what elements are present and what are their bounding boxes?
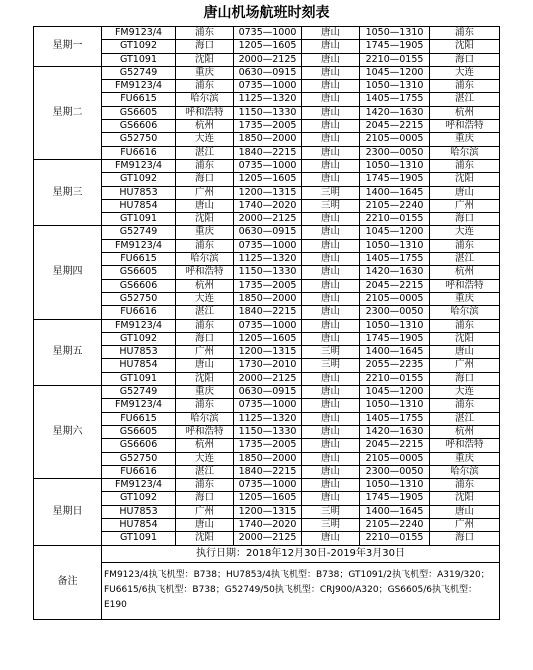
time-segment-1: 0735—1000 [234,479,302,492]
origin: 浦东 [176,80,234,93]
time-segment-2: 1405—1755 [360,412,430,425]
origin: 海口 [176,40,234,53]
time-segment-1: 1735—2005 [234,120,302,133]
execution-date-row [34,545,500,562]
destination: 广州 [430,518,500,531]
flight-row [34,133,500,146]
time-segment-2: 2210—0155 [360,213,430,226]
flight-row [34,27,500,40]
via-stop: 唐山 [302,279,360,292]
via-stop: 唐山 [302,399,360,412]
time-segment-1: 1850—2000 [234,452,302,465]
origin: 沈阳 [176,372,234,385]
destination: 浦东 [430,319,500,332]
flight-row [34,465,500,478]
time-segment-2: 2045—2215 [360,279,430,292]
flight-number: FU6615 [102,93,176,106]
flight-number: GS6606 [102,439,176,452]
time-segment-1: 0735—1000 [234,159,302,172]
origin: 浦东 [176,27,234,40]
flight-row [34,146,500,159]
origin: 海口 [176,332,234,345]
flight-row [34,253,500,266]
via-stop: 唐山 [302,213,360,226]
destination: 浦东 [430,399,500,412]
time-segment-1: 0735—1000 [234,27,302,40]
via-stop: 三明 [302,518,360,531]
flight-row [34,332,500,345]
time-segment-1: 1150—1330 [234,106,302,119]
origin: 浦东 [176,159,234,172]
destination: 呼和浩特 [430,279,500,292]
time-segment-1: 1205—1605 [234,332,302,345]
via-stop: 唐山 [302,80,360,93]
destination: 海口 [430,532,500,545]
time-segment-1: 1150—1330 [234,266,302,279]
origin: 湛江 [176,465,234,478]
time-segment-2: 1050—1310 [360,479,430,492]
destination: 唐山 [430,186,500,199]
flight-row [34,40,500,53]
via-stop: 唐山 [302,266,360,279]
flight-row [34,199,500,212]
origin: 呼和浩特 [176,425,234,438]
via-stop: 唐山 [302,465,360,478]
destination: 广州 [430,359,500,372]
flight-number: HU7854 [102,199,176,212]
destination: 海口 [430,372,500,385]
time-segment-1: 0735—1000 [234,239,302,252]
origin: 浦东 [176,399,234,412]
origin: 浦东 [176,239,234,252]
time-segment-2: 1050—1310 [360,399,430,412]
origin: 湛江 [176,146,234,159]
flight-number: GT1091 [102,213,176,226]
via-stop: 唐山 [302,372,360,385]
flight-row [34,518,500,531]
flight-number: HU7853 [102,346,176,359]
time-segment-2: 2210—0155 [360,53,430,66]
flight-row [34,93,500,106]
flight-number: G52749 [102,66,176,79]
time-segment-2: 1050—1310 [360,239,430,252]
origin: 重庆 [176,226,234,239]
via-stop: 三明 [302,186,360,199]
time-segment-2: 1745—1905 [360,40,430,53]
origin: 哈尔滨 [176,412,234,425]
flight-number: FU6616 [102,146,176,159]
destination: 重庆 [430,133,500,146]
time-segment-2: 2210—0155 [360,372,430,385]
destination: 重庆 [430,452,500,465]
flight-row [34,53,500,66]
time-segment-2: 2300—0050 [360,306,430,319]
time-segment-1: 1850—2000 [234,133,302,146]
flight-number: GS6606 [102,279,176,292]
time-segment-1: 1735—2005 [234,439,302,452]
flight-row [34,505,500,518]
time-segment-1: 2000—2125 [234,532,302,545]
flight-row [34,186,500,199]
flight-row [34,66,500,79]
origin: 广州 [176,505,234,518]
flight-number: G52750 [102,133,176,146]
destination: 杭州 [430,266,500,279]
time-segment-2: 1420—1630 [360,425,430,438]
via-stop: 唐山 [302,239,360,252]
destination: 呼和浩特 [430,120,500,133]
flight-number: GS6605 [102,106,176,119]
via-stop: 唐山 [302,27,360,40]
destination: 沈阳 [430,332,500,345]
time-segment-1: 1740—2020 [234,518,302,531]
time-segment-2: 1050—1310 [360,319,430,332]
time-segment-2: 1050—1310 [360,27,430,40]
flight-row [34,106,500,119]
time-segment-2: 1745—1905 [360,173,430,186]
via-stop: 唐山 [302,479,360,492]
destination: 浦东 [430,239,500,252]
via-stop: 三明 [302,505,360,518]
via-stop: 唐山 [302,226,360,239]
flight-row [34,80,500,93]
destination: 大连 [430,386,500,399]
flight-number: FU6616 [102,465,176,478]
destination: 杭州 [430,425,500,438]
flight-row [34,279,500,292]
flight-number: GT1091 [102,372,176,385]
day-label: 星期五 [34,319,102,385]
via-stop: 唐山 [302,40,360,53]
destination: 哈尔滨 [430,146,500,159]
time-segment-2: 1400—1645 [360,186,430,199]
day-label: 星期四 [34,226,102,319]
flight-number: G52749 [102,226,176,239]
via-stop: 唐山 [302,492,360,505]
via-stop: 三明 [302,359,360,372]
flight-number: GT1092 [102,40,176,53]
destination: 沈阳 [430,492,500,505]
day-label: 星期一 [34,27,102,67]
flight-number: GT1091 [102,53,176,66]
notes-row [34,562,500,619]
origin: 杭州 [176,279,234,292]
time-segment-2: 1400—1645 [360,505,430,518]
time-segment-2: 2055—2235 [360,359,430,372]
flight-row [34,239,500,252]
via-stop: 唐山 [302,319,360,332]
origin: 浦东 [176,319,234,332]
flight-number: HU7854 [102,518,176,531]
flight-row [34,266,500,279]
flight-row [34,492,500,505]
notes-label: 备注 [34,545,102,619]
flight-row [34,439,500,452]
time-segment-1: 2000—2125 [234,372,302,385]
flight-number: FM9123/4 [102,399,176,412]
flight-number: GS6606 [102,120,176,133]
time-segment-1: 1205—1605 [234,40,302,53]
time-segment-1: 1850—2000 [234,292,302,305]
destination: 广州 [430,199,500,212]
destination: 湛江 [430,412,500,425]
time-segment-1: 1840—2215 [234,465,302,478]
time-segment-2: 2105—0005 [360,452,430,465]
origin: 唐山 [176,359,234,372]
via-stop: 唐山 [302,332,360,345]
via-stop: 唐山 [302,292,360,305]
time-segment-2: 2105—0005 [360,292,430,305]
destination: 沈阳 [430,40,500,53]
flight-row [34,425,500,438]
origin: 广州 [176,186,234,199]
origin: 沈阳 [176,532,234,545]
page-title: 唐山机场航班时刻表 [203,5,330,21]
origin: 沈阳 [176,213,234,226]
flight-row [34,359,500,372]
origin: 大连 [176,292,234,305]
flight-row [34,226,500,239]
time-segment-1: 0630—0915 [234,66,302,79]
destination: 海口 [430,53,500,66]
flight-number: FM9123/4 [102,319,176,332]
origin: 大连 [176,452,234,465]
origin: 呼和浩特 [176,106,234,119]
flight-number: GS6605 [102,425,176,438]
via-stop: 唐山 [302,439,360,452]
schedule-body [34,27,500,546]
flight-number: G52750 [102,452,176,465]
time-segment-1: 0735—1000 [234,319,302,332]
day-label: 星期六 [34,386,102,479]
origin: 大连 [176,133,234,146]
via-stop: 唐山 [302,133,360,146]
destination: 大连 [430,66,500,79]
flight-row [34,213,500,226]
flight-row [34,399,500,412]
via-stop: 三明 [302,199,360,212]
destination: 哈尔滨 [430,465,500,478]
destination: 浦东 [430,479,500,492]
flight-number: HU7854 [102,359,176,372]
destination: 杭州 [430,106,500,119]
origin: 呼和浩特 [176,266,234,279]
flight-schedule-table [33,26,500,620]
execution-date: 执行日期：2018年12月30日-2019年3月30日 [102,545,500,562]
day-label: 星期二 [34,66,102,159]
flight-number: GT1092 [102,332,176,345]
flight-number: G52750 [102,292,176,305]
via-stop: 唐山 [302,452,360,465]
destination: 呼和浩特 [430,439,500,452]
time-segment-2: 1045—1200 [360,226,430,239]
flight-number: FM9123/4 [102,159,176,172]
aircraft-notes: FM9123/4执飞机型：B738；HU7853/4执飞机型：B738；GT1091/2执飞机型：A319/320；FU6615/6执飞机型：B738；G52749/50执飞机型：CRJ900/A320；GS6605/6执飞机型：E190 [102,562,500,619]
time-segment-1: 2000—2125 [234,53,302,66]
flight-number: GT1092 [102,173,176,186]
flight-number: FU6615 [102,253,176,266]
time-segment-1: 1125—1320 [234,412,302,425]
time-segment-2: 1050—1310 [360,159,430,172]
via-stop: 唐山 [302,532,360,545]
flight-number: GT1091 [102,532,176,545]
time-segment-1: 1200—1315 [234,186,302,199]
day-label: 星期日 [34,479,102,545]
destination: 海口 [430,213,500,226]
time-segment-2: 1045—1200 [360,386,430,399]
origin: 重庆 [176,66,234,79]
time-segment-2: 1400—1645 [360,346,430,359]
time-segment-2: 2210—0155 [360,532,430,545]
destination: 浦东 [430,27,500,40]
time-segment-2: 1045—1200 [360,66,430,79]
origin: 湛江 [176,306,234,319]
flight-row [34,372,500,385]
time-segment-1: 1735—2005 [234,279,302,292]
destination: 湛江 [430,93,500,106]
time-segment-2: 1050—1310 [360,80,430,93]
time-segment-1: 1740—2020 [234,199,302,212]
time-segment-2: 1420—1630 [360,106,430,119]
flight-row [34,532,500,545]
destination: 唐山 [430,346,500,359]
flight-row [34,159,500,172]
time-segment-2: 2105—2240 [360,199,430,212]
destination: 沈阳 [430,173,500,186]
time-segment-1: 1205—1605 [234,173,302,186]
via-stop: 三明 [302,346,360,359]
time-segment-2: 1745—1905 [360,492,430,505]
time-segment-1: 0735—1000 [234,399,302,412]
time-segment-2: 1405—1755 [360,93,430,106]
time-segment-1: 1125—1320 [234,253,302,266]
destination: 大连 [430,226,500,239]
destination: 哈尔滨 [430,306,500,319]
flight-number: GS6605 [102,266,176,279]
flight-number: FM9123/4 [102,80,176,93]
flight-number: GT1092 [102,492,176,505]
flight-number: FU6615 [102,412,176,425]
via-stop: 唐山 [302,306,360,319]
via-stop: 唐山 [302,106,360,119]
via-stop: 唐山 [302,66,360,79]
via-stop: 唐山 [302,173,360,186]
time-segment-1: 2000—2125 [234,213,302,226]
time-segment-1: 1730—2010 [234,359,302,372]
origin: 哈尔滨 [176,253,234,266]
flight-number: FM9123/4 [102,27,176,40]
flight-row [34,346,500,359]
destination: 重庆 [430,292,500,305]
time-segment-1: 1840—2215 [234,306,302,319]
origin: 唐山 [176,518,234,531]
via-stop: 唐山 [302,93,360,106]
flight-number: FM9123/4 [102,479,176,492]
via-stop: 唐山 [302,120,360,133]
time-segment-2: 1420—1630 [360,266,430,279]
day-label: 星期三 [34,159,102,225]
time-segment-2: 2300—0050 [360,465,430,478]
via-stop: 唐山 [302,253,360,266]
origin: 杭州 [176,439,234,452]
destination: 浦东 [430,80,500,93]
flight-row [34,386,500,399]
flight-row [34,452,500,465]
time-segment-2: 2105—0005 [360,133,430,146]
flight-row [34,292,500,305]
flight-number: HU7853 [102,505,176,518]
time-segment-1: 0630—0915 [234,386,302,399]
origin: 浦东 [176,479,234,492]
origin: 重庆 [176,386,234,399]
flight-number: FM9123/4 [102,239,176,252]
time-segment-1: 1840—2215 [234,146,302,159]
via-stop: 唐山 [302,159,360,172]
flight-row [34,306,500,319]
time-segment-1: 1205—1605 [234,492,302,505]
flight-number: HU7853 [102,186,176,199]
flight-row [34,120,500,133]
origin: 哈尔滨 [176,93,234,106]
destination: 唐山 [430,505,500,518]
flight-number: FU6616 [102,306,176,319]
time-segment-2: 1745—1905 [360,332,430,345]
origin: 沈阳 [176,53,234,66]
flight-number: G52749 [102,386,176,399]
via-stop: 唐山 [302,53,360,66]
time-segment-1: 0735—1000 [234,80,302,93]
time-segment-1: 1125—1320 [234,93,302,106]
origin: 广州 [176,346,234,359]
time-segment-1: 1200—1315 [234,346,302,359]
flight-row [34,479,500,492]
time-segment-2: 2300—0050 [360,146,430,159]
via-stop: 唐山 [302,386,360,399]
time-segment-1: 1150—1330 [234,425,302,438]
flight-row [34,412,500,425]
time-segment-2: 2105—2240 [360,518,430,531]
origin: 海口 [176,492,234,505]
via-stop: 唐山 [302,425,360,438]
destination: 湛江 [430,253,500,266]
time-segment-2: 2045—2215 [360,120,430,133]
time-segment-1: 1200—1315 [234,505,302,518]
flight-row [34,173,500,186]
origin: 海口 [176,173,234,186]
origin: 唐山 [176,199,234,212]
origin: 杭州 [176,120,234,133]
via-stop: 唐山 [302,146,360,159]
time-segment-2: 1405—1755 [360,253,430,266]
time-segment-1: 0630—0915 [234,226,302,239]
destination: 浦东 [430,159,500,172]
time-segment-2: 2045—2215 [360,439,430,452]
flight-row [34,319,500,332]
via-stop: 唐山 [302,412,360,425]
